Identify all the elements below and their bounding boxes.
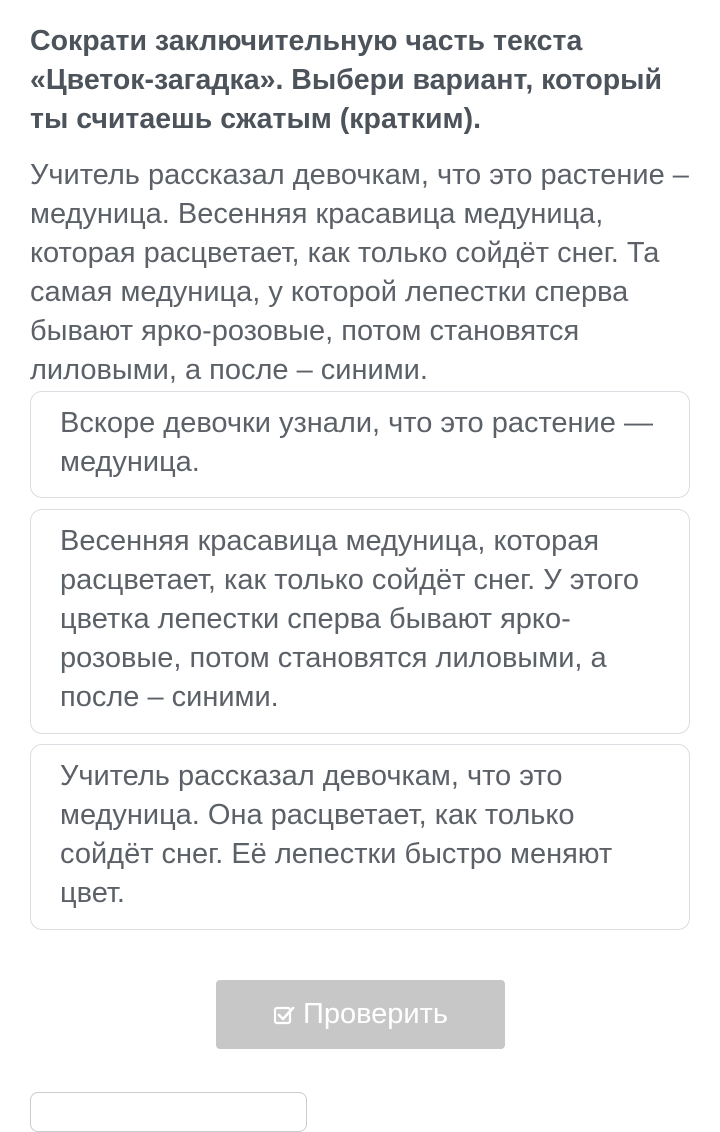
next-control[interactable] <box>30 1092 307 1132</box>
check-button-label: Проверить <box>302 998 449 1030</box>
check-button[interactable] <box>216 980 505 1049</box>
answer-option-text: Весенняя красавица медуница, которая расцветает, как только сойдёт снег. У этого цветка лепестки сперва бывают ярко-розовые, потом становятся лиловыми, а после – синими. <box>60 525 640 713</box>
source-passage: Учитель рассказал девочкам, что это растение – медуница. Весенняя красавица медуница, которая расцветает, как только сойдёт снег. Та самая медуница, у которой лепестки сперва бывают ярко-розовые, потом становятся лиловыми, а после – синими. <box>30 159 689 386</box>
answer-option-text: Вскоре девочки узнали, что это растение — медуница. <box>60 407 653 478</box>
answer-option-1[interactable] <box>30 391 690 498</box>
question-title: Сократи заключительную часть текста «Цветок-загадка». Выбери вариант, который ты считаешь сжатым (кратким). <box>30 25 662 135</box>
answer-option-text: Учитель рассказал девочкам, что это медуница. Она расцветает, как только сойдёт снег. Её лепестки быстро меняют цвет. <box>60 760 613 909</box>
checkbox-check-icon <box>273 1004 295 1026</box>
answer-option-3[interactable] <box>30 744 690 930</box>
answer-option-2[interactable] <box>30 509 690 734</box>
